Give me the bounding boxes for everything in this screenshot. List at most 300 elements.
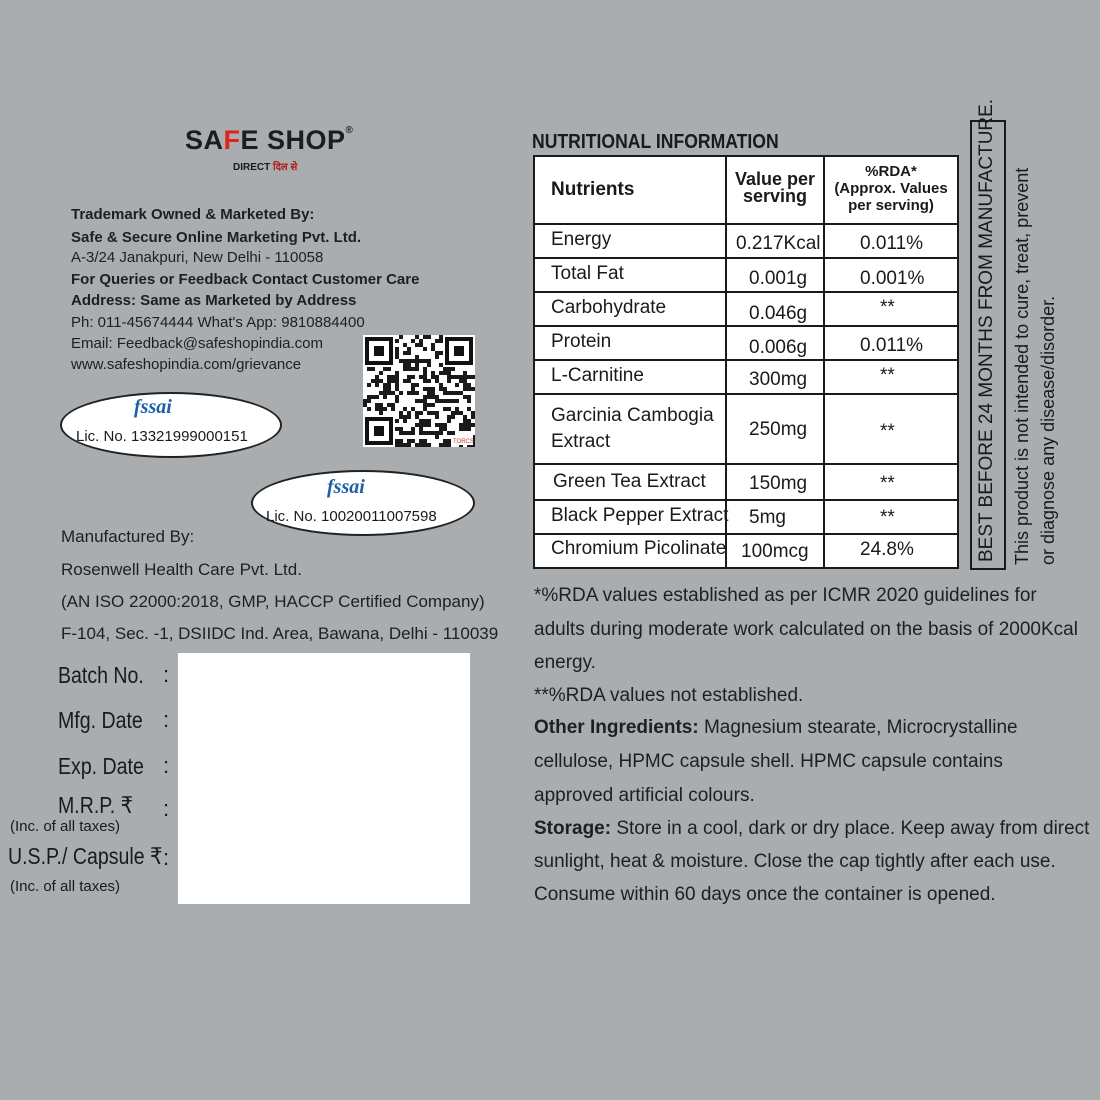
qr-module <box>387 391 391 395</box>
qr-module <box>419 423 423 427</box>
nutrient-value: 250mg <box>749 419 808 440</box>
qr-module <box>443 407 447 411</box>
qr-module <box>431 411 435 415</box>
qr-module <box>463 427 467 431</box>
nutrient-value: 150mg <box>749 473 808 494</box>
qr-module <box>367 383 371 387</box>
qr-module <box>427 423 431 427</box>
qr-module <box>387 403 391 407</box>
nutrient-name: Carbohydrate <box>551 297 667 318</box>
qr-module <box>431 343 435 347</box>
qr-module <box>415 343 419 347</box>
qr-module <box>419 427 423 431</box>
qr-module <box>419 431 423 435</box>
brand-tagline: DIRECT दिल से <box>233 162 298 173</box>
qr-module <box>455 375 459 379</box>
exp-colon: : <box>163 753 170 778</box>
qr-module <box>379 411 383 415</box>
qr-module <box>439 363 443 367</box>
qr-module <box>387 387 391 391</box>
qr-module <box>419 399 423 403</box>
qr-module <box>427 419 431 423</box>
qr-module <box>439 339 443 343</box>
qr-caption: TORCS <box>453 439 474 445</box>
qr-module <box>403 431 407 435</box>
qr-module <box>423 347 427 351</box>
qr-module <box>395 399 399 403</box>
qr-module <box>463 419 467 423</box>
qr-module <box>459 375 463 379</box>
qr-module <box>439 335 443 339</box>
qr-module <box>419 419 423 423</box>
qr-module <box>435 411 439 415</box>
qr-module <box>407 439 411 443</box>
qr-module <box>415 363 419 367</box>
qr-module <box>383 395 387 399</box>
qr-module <box>471 375 475 379</box>
nutrient-name: Garcinia Cambogia <box>551 405 714 426</box>
qr-module <box>387 383 391 387</box>
qr-module <box>383 383 387 387</box>
qr-module <box>395 395 399 399</box>
company-address: A-3/24 Janakpuri, New Delhi - 110058 <box>71 249 324 266</box>
qr-module <box>467 419 471 423</box>
qr-module <box>423 439 427 443</box>
qr-module <box>363 403 367 407</box>
qr-module <box>423 407 427 411</box>
qr-module <box>435 415 439 419</box>
qr-module <box>411 339 415 343</box>
qr-module <box>439 443 443 447</box>
qr-module <box>391 391 395 395</box>
qr-module <box>447 439 451 443</box>
qr-module <box>411 367 415 371</box>
qr-module <box>455 399 459 403</box>
qr-module <box>423 379 427 383</box>
fssai-badge-1 <box>60 392 282 458</box>
rda-note-3: energy. <box>534 652 596 673</box>
qr-module <box>463 395 467 399</box>
qr-module <box>451 367 455 371</box>
fssai-logo: fssai <box>134 396 172 418</box>
qr-module <box>407 367 411 371</box>
qr-module <box>447 391 451 395</box>
qr-module <box>435 339 439 343</box>
qr-module <box>431 403 435 407</box>
nutrient-name: Green Tea Extract <box>553 471 706 492</box>
manufacturer-name: Rosenwell Health Care Pvt. Ltd. <box>61 560 302 579</box>
other-ingredients-3: approved artificial colours. <box>534 785 755 806</box>
qr-module <box>427 431 431 435</box>
queries-line: For Queries or Feedback Contact Customer Care <box>71 271 420 288</box>
mfg-colon: : <box>163 707 170 732</box>
qr-module <box>427 363 431 367</box>
qr-module <box>395 419 399 423</box>
best-before-box <box>970 98 1006 570</box>
nutrition-table <box>533 155 959 569</box>
qr-code[interactable] <box>363 335 475 447</box>
qr-module <box>443 367 447 371</box>
mrp-colon: : <box>163 796 170 821</box>
nutrient-value: 0.217Kcal <box>736 233 821 254</box>
qr-module <box>399 431 403 435</box>
qr-module <box>435 375 439 379</box>
rda-note-2: adults during moderate work calculated on the basis of 2000Kcal <box>534 619 1078 640</box>
mfg-date-label: Mfg. Date <box>58 707 143 733</box>
qr-module <box>375 403 379 407</box>
nutrient-name: Black Pepper Extract <box>551 505 729 526</box>
qr-module <box>443 427 447 431</box>
header-nutrients: Nutrients <box>551 179 635 200</box>
qr-module <box>367 367 371 371</box>
rda-note-1: *%RDA values established as per ICMR 2020 guidelines for <box>534 585 1037 606</box>
qr-module <box>379 379 383 383</box>
qr-module <box>427 359 431 363</box>
qr-module <box>471 423 475 427</box>
qr-module <box>447 375 451 379</box>
nutrient-rda: 0.011% <box>860 335 924 356</box>
qr-module <box>427 411 431 415</box>
qr-module <box>455 407 459 411</box>
qr-module <box>447 367 451 371</box>
qr-module <box>419 375 423 379</box>
qr-module <box>407 347 411 351</box>
header-value: Value per serving <box>734 169 816 206</box>
qr-module <box>411 427 415 431</box>
qr-module <box>387 367 391 371</box>
exp-date-label: Exp. Date <box>58 753 144 779</box>
nutrient-value: 0.006g <box>749 337 808 358</box>
nutrient-name: L-Carnitine <box>551 365 644 386</box>
qr-module <box>447 371 451 375</box>
qr-module <box>459 411 463 415</box>
qr-module <box>403 363 407 367</box>
qr-module <box>399 335 403 339</box>
qr-module <box>447 399 451 403</box>
qr-module <box>411 375 415 379</box>
other-ingredients-label: Other Ingredients: <box>534 717 699 738</box>
qr-module <box>383 367 387 371</box>
best-before-text: BEST BEFORE 24 MONTHS FROM MANUFACTURE. <box>976 98 997 562</box>
qr-module <box>467 407 471 411</box>
brand-name: SAFE SHOP® <box>185 125 354 155</box>
qr-module <box>451 431 455 435</box>
qr-module <box>427 387 431 391</box>
qr-module <box>443 399 447 403</box>
qr-module <box>419 443 423 447</box>
qr-module <box>435 423 439 427</box>
qr-module <box>431 375 435 379</box>
qr-module <box>427 395 431 399</box>
qr-module <box>459 379 463 383</box>
qr-module <box>423 419 427 423</box>
qr-module <box>467 399 471 403</box>
other-ingredients-2: cellulose, HPMC capsule shell. HPMC capsule contains <box>534 751 1003 772</box>
qr-module <box>395 427 399 431</box>
mrp-tax-note: (Inc. of all taxes) <box>10 818 121 835</box>
qr-module <box>431 391 435 395</box>
qr-module <box>403 351 407 355</box>
qr-module <box>407 379 411 383</box>
qr-module <box>399 427 403 431</box>
qr-module <box>463 423 467 427</box>
qr-module <box>431 347 435 351</box>
rda-not-established: **%RDA values not established. <box>534 685 804 706</box>
qr-module <box>423 399 427 403</box>
qr-module <box>451 399 455 403</box>
nutrient-rda: 0.001% <box>860 268 925 289</box>
qr-module <box>431 431 435 435</box>
qr-module <box>411 407 415 411</box>
qr-module <box>467 395 471 399</box>
qr-module <box>443 423 447 427</box>
qr-module <box>407 415 411 419</box>
nutrient-name-line2: Extract <box>551 431 611 452</box>
qr-module <box>411 391 415 395</box>
qr-module <box>391 379 395 383</box>
fssai-license-1: Lic. No. 13321999000151 <box>76 428 248 445</box>
storage-1: Storage: Store in a cool, dark or dry place. Keep away from direct <box>534 818 1090 839</box>
email-line: Email: Feedback@safeshopindia.com <box>71 335 324 352</box>
qr-module <box>435 431 439 435</box>
nutrient-rda: 0.011% <box>860 233 924 254</box>
qr-module <box>447 379 451 383</box>
header-rda: %RDA* (Approx. Values per serving) <box>834 163 948 214</box>
qr-module <box>407 411 411 415</box>
brand-logo <box>185 125 354 177</box>
qr-module <box>399 443 403 447</box>
nutrition-title: NUTRITIONAL INFORMATION <box>532 131 779 153</box>
qr-module <box>427 379 431 383</box>
nutrient-rda: 24.8% <box>860 539 914 560</box>
disclaimer-line-1: This product is not intended to cure, treat, prevent <box>1012 167 1032 565</box>
qr-module <box>411 359 415 363</box>
qr-module <box>383 387 387 391</box>
qr-module <box>379 371 383 375</box>
qr-module <box>391 407 395 411</box>
qr-module <box>447 407 451 411</box>
qr-module <box>399 411 403 415</box>
qr-module <box>399 415 403 419</box>
qr-module <box>395 383 399 387</box>
qr-module <box>371 379 375 383</box>
qr-module <box>407 351 411 355</box>
qr-module <box>471 387 475 391</box>
qr-module <box>395 347 399 351</box>
qr-module <box>371 395 375 399</box>
qr-module <box>407 443 411 447</box>
qr-module <box>427 335 431 339</box>
qr-module <box>435 435 439 439</box>
qr-module <box>379 391 383 395</box>
nutrient-name: Total Fat <box>551 263 624 284</box>
qr-module <box>383 407 387 411</box>
qr-module <box>391 375 395 379</box>
qr-module <box>447 415 451 419</box>
qr-module <box>423 395 427 399</box>
qr-module <box>395 355 399 359</box>
qr-module <box>411 383 415 387</box>
qr-module <box>455 383 459 387</box>
nutrient-name: Energy <box>551 229 612 250</box>
qr-module <box>375 379 379 383</box>
qr-module <box>439 371 443 375</box>
qr-module <box>391 403 395 407</box>
qr-module <box>387 375 391 379</box>
qr-module <box>379 407 383 411</box>
qr-module <box>415 359 419 363</box>
qr-module <box>407 391 411 395</box>
qr-module <box>467 423 471 427</box>
nutrient-rda: ** <box>880 473 895 494</box>
qr-module <box>415 399 419 403</box>
nutrient-rda: ** <box>880 297 895 318</box>
fssai-license-2: Lic. No. 10020011007598 <box>266 508 437 525</box>
qr-module <box>455 391 459 395</box>
qr-module <box>395 443 399 447</box>
qr-module <box>427 443 431 447</box>
fssai-logo: fssai <box>327 476 365 498</box>
qr-module <box>423 371 427 375</box>
batch-no-label: Batch No. <box>58 662 144 688</box>
qr-module <box>395 375 399 379</box>
qr-module <box>415 443 419 447</box>
qr-module <box>451 411 455 415</box>
qr-module <box>439 427 443 431</box>
qr-module <box>395 439 399 443</box>
qr-module <box>407 375 411 379</box>
qr-module <box>463 379 467 383</box>
manufacturer-certification: (AN ISO 22000:2018, GMP, HACCP Certified Company) <box>61 592 485 611</box>
nutrient-rda: ** <box>880 421 895 442</box>
qr-module <box>395 379 399 383</box>
qr-module <box>423 443 427 447</box>
qr-module <box>471 415 475 419</box>
qr-module <box>415 415 419 419</box>
company-name: Safe & Secure Online Marketing Pvt. Ltd. <box>71 229 362 246</box>
manufacturer-address: F-104, Sec. -1, DSIIDC Ind. Area, Bawana, Delhi - 110039 <box>61 624 499 643</box>
qr-module <box>403 379 407 383</box>
qr-module <box>395 387 399 391</box>
qr-module <box>423 367 427 371</box>
nutrient-name: Chromium Picolinate <box>551 538 727 559</box>
qr-module <box>419 359 423 363</box>
qr-module <box>403 443 407 447</box>
qr-module <box>463 415 467 419</box>
qr-module <box>463 375 467 379</box>
qr-module <box>435 399 439 403</box>
qr-module <box>467 387 471 391</box>
qr-module <box>403 343 407 347</box>
qr-module <box>363 399 367 403</box>
batch-colon: : <box>163 662 170 687</box>
qr-module <box>451 415 455 419</box>
nutrient-value: 0.046g <box>749 303 808 324</box>
qr-module <box>407 363 411 367</box>
qr-module <box>463 371 467 375</box>
nutrient-rda: ** <box>880 507 895 528</box>
qr-module <box>415 355 419 359</box>
qr-module <box>439 351 443 355</box>
qr-module <box>459 423 463 427</box>
qr-module <box>407 359 411 363</box>
qr-module <box>371 367 375 371</box>
qr-module <box>415 423 419 427</box>
qr-module <box>375 383 379 387</box>
qr-module <box>451 375 455 379</box>
qr-module <box>435 395 439 399</box>
qr-module <box>427 391 431 395</box>
qr-module <box>435 351 439 355</box>
qr-module <box>403 407 407 411</box>
storage-label: Storage: <box>534 818 612 839</box>
trademark-heading: Trademark Owned & Marketed By: <box>71 206 315 223</box>
qr-module <box>459 427 463 431</box>
qr-module <box>375 395 379 399</box>
nutrient-value: 5mg <box>749 507 786 528</box>
qr-module <box>431 395 435 399</box>
storage-2: sunlight, heat & moisture. Close the cap tightly after each use. <box>534 851 1056 872</box>
other-ingredients-1: Other Ingredients: Magnesium stearate, Microcrystalline <box>534 717 1018 738</box>
qr-module <box>423 387 427 391</box>
qr-module <box>467 383 471 387</box>
nutrient-value: 300mg <box>749 369 808 390</box>
qr-module <box>415 383 419 387</box>
qr-module <box>443 391 447 395</box>
qr-module <box>447 443 451 447</box>
qr-module <box>471 411 475 415</box>
qr-module <box>403 359 407 363</box>
qr-module <box>415 411 419 415</box>
manufactured-by-heading: Manufactured By: <box>61 527 195 546</box>
fssai-badge-2 <box>251 470 475 536</box>
qr-module <box>439 423 443 427</box>
qr-module <box>447 419 451 423</box>
qr-module <box>467 375 471 379</box>
qr-module <box>403 419 407 423</box>
qr-module <box>411 387 415 391</box>
qr-module <box>419 339 423 343</box>
website-line: www.safeshopindia.com/grievance <box>71 356 302 373</box>
usp-tax-note: (Inc. of all taxes) <box>10 878 121 895</box>
nutrient-value: 100mcg <box>741 541 809 562</box>
qr-module <box>423 423 427 427</box>
qr-module <box>399 391 403 395</box>
qr-module <box>395 339 399 343</box>
qr-module <box>415 391 419 395</box>
qr-module <box>411 431 415 435</box>
qr-module <box>375 407 379 411</box>
qr-module <box>423 431 427 435</box>
qr-module <box>399 359 403 363</box>
qr-module <box>435 379 439 383</box>
qr-module <box>375 375 379 379</box>
qr-module <box>439 387 443 391</box>
qr-module <box>463 383 467 387</box>
qr-module <box>423 359 427 363</box>
qr-module <box>443 439 447 443</box>
qr-module <box>431 371 435 375</box>
qr-code-graphic <box>363 335 475 447</box>
qr-module <box>467 427 471 431</box>
phone-line: Ph: 011-45674444 What's App: 9810884400 <box>71 314 365 331</box>
qr-module <box>399 439 403 443</box>
qr-module <box>395 371 399 375</box>
qr-module <box>431 387 435 391</box>
qr-module <box>419 411 423 415</box>
qr-module <box>411 439 415 443</box>
qr-module <box>403 415 407 419</box>
